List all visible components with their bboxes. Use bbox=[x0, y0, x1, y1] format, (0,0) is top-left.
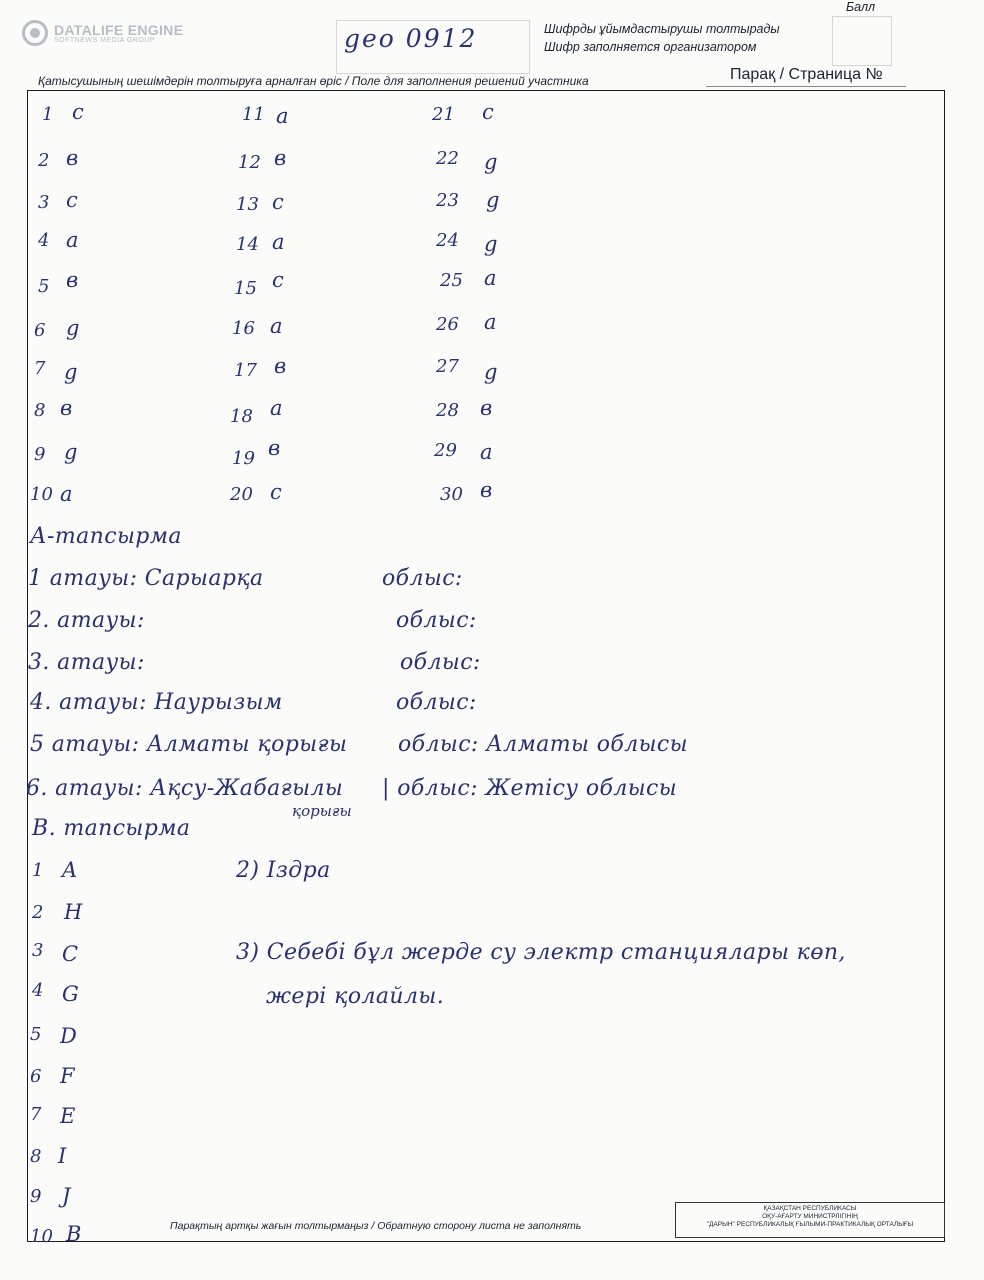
answer-number: 15 bbox=[234, 278, 257, 299]
answer-letter: a bbox=[66, 228, 79, 252]
answer-letter: a bbox=[60, 482, 73, 506]
task-a-row-region: облыс: bbox=[400, 650, 481, 675]
answer-letter: c bbox=[270, 480, 282, 504]
answer-letter: в bbox=[60, 396, 73, 420]
match-number: 6 bbox=[30, 1066, 42, 1087]
answer-letter: a bbox=[276, 104, 289, 128]
answer-number: 3 bbox=[38, 192, 50, 213]
answer-letter: g bbox=[486, 188, 500, 212]
answer-number: 6 bbox=[34, 320, 46, 341]
match-letter: I bbox=[58, 1144, 67, 1168]
answer-letter: в bbox=[274, 146, 287, 170]
task-a-title: А-тапсырма bbox=[30, 524, 182, 549]
match-letter: E bbox=[60, 1104, 76, 1128]
page-number-label: Парақ / Страница № bbox=[730, 66, 883, 83]
answer-letter: в bbox=[480, 396, 493, 420]
match-number: 5 bbox=[30, 1024, 42, 1045]
answer-letter: в bbox=[66, 146, 79, 170]
answer-letter: c bbox=[72, 100, 84, 124]
answer-number: 9 bbox=[34, 444, 46, 465]
answer-letter: c bbox=[482, 100, 494, 124]
task-a-row-region: облыс: bbox=[396, 690, 477, 715]
answer-frame bbox=[27, 90, 945, 1242]
task-b-answer-3-line1: 3) Себебі бұл жерде су электр станциялары көп, bbox=[236, 940, 846, 965]
answer-number: 11 bbox=[242, 104, 265, 125]
task-a-row-region: облыс: Алматы облысы bbox=[398, 732, 688, 757]
task-a-row-name: 5 атауы: Алматы қорығы bbox=[30, 732, 348, 757]
watermark-logo-icon bbox=[22, 20, 48, 46]
answer-letter: g bbox=[484, 360, 498, 384]
task-a-row-name: 2. атауы: bbox=[28, 608, 145, 633]
organizer-note bbox=[544, 20, 780, 56]
task-b-answer-3-line2: жері қолайлы. bbox=[266, 984, 445, 1009]
answer-number: 16 bbox=[232, 318, 255, 339]
match-number: 7 bbox=[30, 1104, 42, 1125]
answer-number: 7 bbox=[34, 358, 46, 379]
answer-letter: a bbox=[480, 440, 493, 464]
task-a-row-region: облыс: bbox=[382, 566, 463, 591]
answer-number: 25 bbox=[440, 270, 463, 291]
match-letter: G bbox=[62, 982, 79, 1006]
answer-number: 14 bbox=[236, 234, 259, 255]
task-a-row-name: 6. атауы: Ақсу-Жабағылы bbox=[26, 776, 344, 801]
task-a-row-region: облыс: bbox=[396, 608, 477, 633]
answer-number: 22 bbox=[436, 148, 459, 169]
match-letter: H bbox=[64, 900, 83, 924]
organizer-note-ru: Шифр заполняется организатором bbox=[544, 40, 757, 54]
answer-letter: a bbox=[270, 396, 283, 420]
stamp bbox=[675, 1202, 945, 1238]
answer-number: 17 bbox=[234, 360, 257, 381]
answer-number: 5 bbox=[38, 276, 50, 297]
answer-letter: в bbox=[274, 354, 287, 378]
answer-letter: в bbox=[480, 478, 493, 502]
answer-number: 29 bbox=[434, 440, 457, 461]
answer-letter: g bbox=[66, 316, 80, 340]
answer-number: 4 bbox=[38, 230, 50, 251]
participant-code: geo 0912 bbox=[344, 24, 478, 53]
answer-number: 2 bbox=[38, 150, 50, 171]
stamp-line: ҚАЗАҚСТАН РЕСПУБЛИКАСЫ bbox=[763, 1205, 857, 1212]
answer-letter: a bbox=[270, 314, 283, 338]
match-number: 3 bbox=[32, 940, 44, 961]
answer-letter: g bbox=[484, 150, 498, 174]
answer-number: 1 bbox=[42, 104, 54, 125]
match-letter: C bbox=[62, 942, 79, 966]
answer-letter: в bbox=[268, 436, 281, 460]
answer-number: 23 bbox=[436, 190, 459, 211]
footer-note: Парақтың артқы жағын толтырмаңыз / Обратную сторону листа не заполнять bbox=[170, 1220, 582, 1232]
task-b-title: В. тапсырма bbox=[32, 816, 191, 841]
match-number: 9 bbox=[30, 1186, 42, 1207]
page-number-line bbox=[706, 86, 906, 87]
score-label: Балл bbox=[846, 0, 876, 14]
answer-number: 19 bbox=[232, 448, 255, 469]
task-a-row-region: | облыс: Жетісу облысы bbox=[382, 776, 678, 801]
match-letter: D bbox=[60, 1024, 77, 1048]
match-number: 2 bbox=[32, 902, 44, 923]
match-letter: B bbox=[66, 1222, 82, 1246]
match-number: 10 bbox=[30, 1226, 53, 1247]
answer-letter: c bbox=[66, 188, 78, 212]
answer-number: 12 bbox=[238, 152, 261, 173]
watermark-subtitle: SOFTNEWS MEDIA GROUP bbox=[54, 36, 156, 44]
answer-number: 24 bbox=[436, 230, 459, 251]
answer-number: 26 bbox=[436, 314, 459, 335]
answer-number: 28 bbox=[436, 400, 459, 421]
match-letter: F bbox=[60, 1064, 75, 1088]
match-letter: J bbox=[62, 1184, 71, 1208]
match-number: 8 bbox=[30, 1146, 42, 1167]
answer-letter: в bbox=[66, 268, 79, 292]
answer-number: 21 bbox=[432, 104, 455, 125]
answer-number: 27 bbox=[436, 356, 459, 377]
stamp-line: ОҚУ-АҒАРТУ МИНИСТРЛІГІНІҢ bbox=[762, 1213, 858, 1220]
answer-letter: a bbox=[272, 230, 285, 254]
answer-letter: g bbox=[484, 232, 498, 256]
answer-number: 20 bbox=[230, 484, 253, 505]
task-a-row-name: 1 атауы: Сарыарқа bbox=[28, 566, 264, 591]
watermark-title: DATALIFE ENGINE bbox=[54, 21, 184, 38]
match-number: 4 bbox=[32, 980, 44, 1001]
answer-number: 13 bbox=[236, 194, 259, 215]
answer-number: 8 bbox=[34, 400, 46, 421]
task-b-answer-2: 2) Іздра bbox=[236, 858, 331, 883]
score-box bbox=[832, 16, 892, 66]
answer-number: 30 bbox=[440, 484, 463, 505]
task-a-row6-sub: қорығы bbox=[292, 802, 352, 820]
answer-letter: g bbox=[64, 360, 78, 384]
stamp-line: "ДАРЫН" РЕСПУБЛИКАЛЫҚ ҒЫЛЫМИ-ПРАКТИКАЛЫҚ ОРТАЛЫҒЫ bbox=[706, 1221, 914, 1228]
field-caption: Қатысушының шешімдерін толтыруға арналған өріс / Поле для заполнения решений участника bbox=[38, 74, 589, 88]
answer-letter: g bbox=[64, 440, 78, 464]
task-a-row-name: 3. атауы: bbox=[28, 650, 145, 675]
answer-number: 10 bbox=[30, 484, 53, 505]
watermark bbox=[22, 20, 183, 46]
task-a-row-name: 4. атауы: Наурызым bbox=[30, 690, 283, 715]
organizer-note-kk: Шифрды ұйымдастырушы толтырады bbox=[544, 22, 780, 36]
answer-letter: a bbox=[484, 266, 497, 290]
answer-number: 18 bbox=[230, 406, 253, 427]
answer-letter: a bbox=[484, 310, 497, 334]
match-number: 1 bbox=[32, 860, 44, 881]
answer-letter: c bbox=[272, 190, 284, 214]
answer-letter: c bbox=[272, 268, 284, 292]
match-letter: A bbox=[62, 858, 78, 882]
